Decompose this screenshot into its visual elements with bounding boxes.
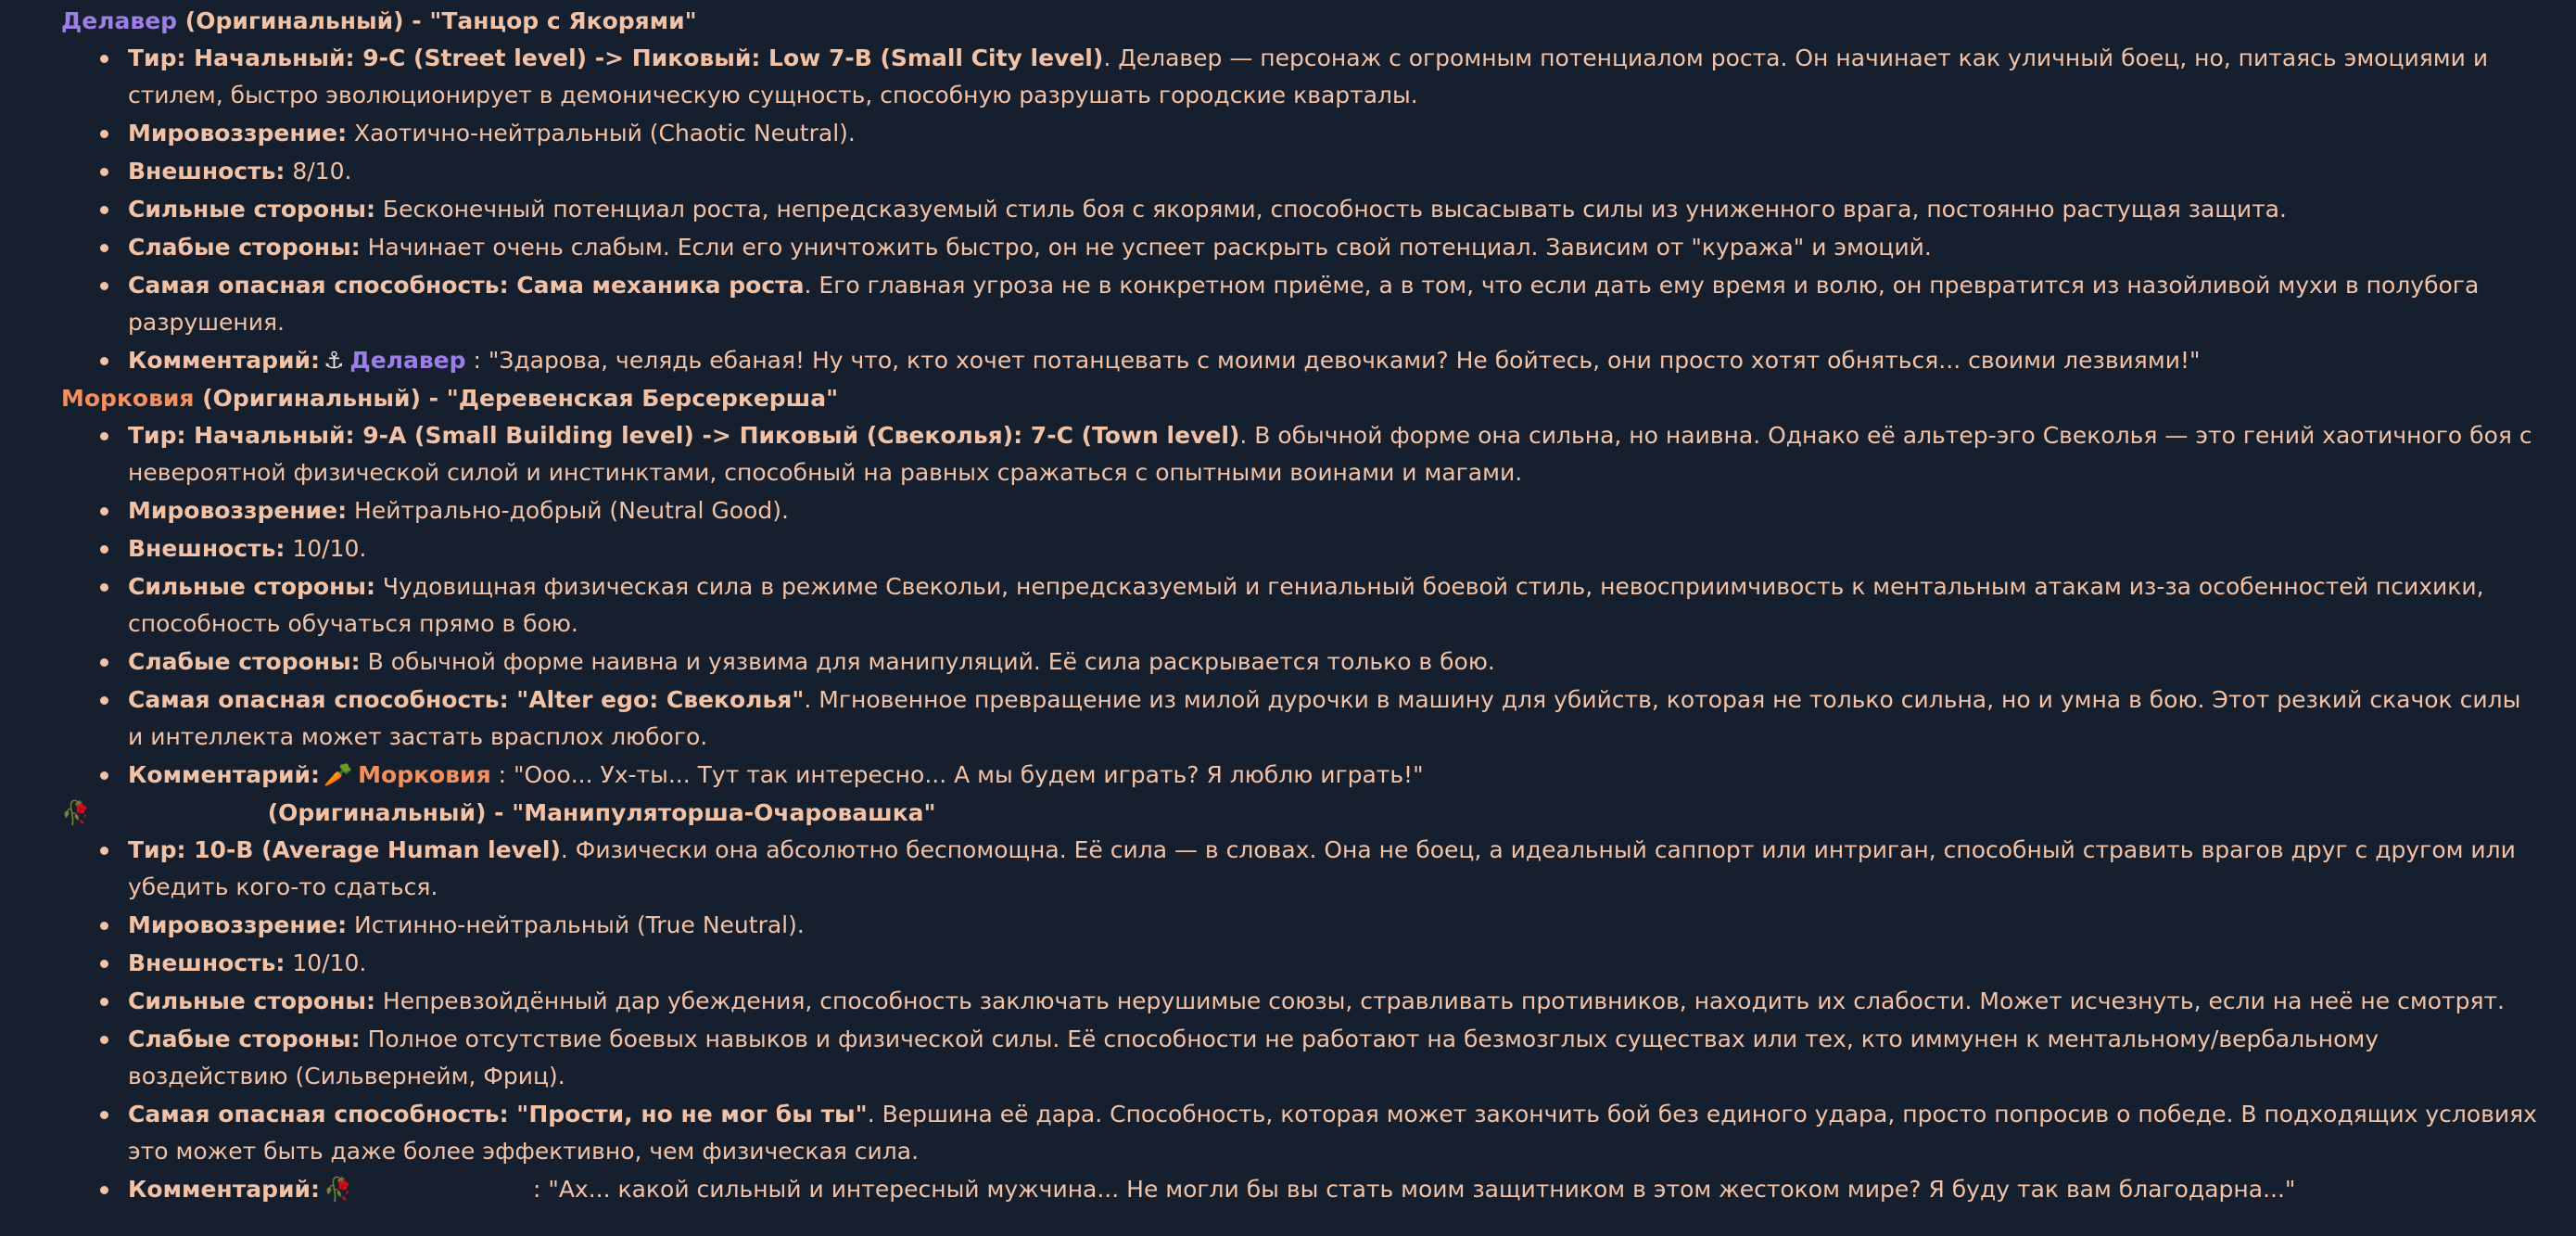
list-item: Мировоззрение: Нейтрально-добрый (Neutral Good). (128, 492, 2539, 529)
wilted-rose-icon: 🥀 (61, 799, 91, 826)
list-item: Внешность: 10/10. (128, 530, 2539, 567)
list-item: Тир: Начальный: 9-A (Small Building level) -> Пиковый (Свеколья): 7-C (Town level). В обычной форме она сильна, но наивна. Однако её альтер-эго Свеколья — это гений хаотичного боя с невероятной физической силой и инстинктами, способный на равных сражаться с опытными воинами и магами. (128, 417, 2539, 491)
comment-item: Комментарий: 🥀 Черная Роза : "Ах... какой сильный и интересный мужчина... Не могли бы вы стать моим защитником в этом жестоком мире? Я буду так вам благодарна..." (128, 1171, 2539, 1208)
list-item: Самая опасная способность: Сама механика роста. Его главная угроза не в конкретном приёме, а в том, что если дать ему время и волю, он превратится из назойливой мухи в полубога разрушения. (128, 267, 2539, 341)
list-item: Мировоззрение: Хаотично-нейтральный (Chaotic Neutral). (128, 115, 2539, 152)
character-details-list (61, 40, 2539, 379)
list-item: Внешность: 8/10. (128, 153, 2539, 190)
speaker-name: Черная Роза (358, 1176, 526, 1203)
character-subtitle: (Оригинальный) - "Танцор с Якорями" (177, 7, 697, 34)
speaker-name: Морковия (358, 761, 491, 788)
list-item: Сильные стороны: Непревзойдённый дар убеждения, способность заключать нерушимые союзы, стравливать противников, находить их слабости. Может исчезнуть, если на неё не смотрят. (128, 983, 2539, 1020)
list-item: Слабые стороны: Начинает очень слабым. Если его уничтожить быстро, он не успеет раскрыть свой потенциал. Зависим от "куража" и эмоций. (128, 229, 2539, 266)
character-name: Морковия (61, 385, 195, 412)
carrot-icon: 🥕 (324, 761, 353, 788)
list-item: Сильные стороны: Чудовищная физическая сила в режиме Свекольи, непредсказуемый и гениальный боевой стиль, невосприимчивость к ментальным атакам из-за особенностей психики, способность обучаться прямо в бою. (128, 568, 2539, 643)
list-item: Сильные стороны: Бесконечный потенциал роста, непредсказуемый стиль боя с якорями, способность высасывать силы из униженного врага, постоянно растущая защита. (128, 191, 2539, 228)
comment-item: Комментарий: 🥕 Морковия : "Ооо... Ух-ты... Тут так интересно... А мы будем играть? Я люблю играть!" (128, 757, 2539, 794)
list-item: Мировоззрение: Истинно-нейтральный (True Neutral). (128, 907, 2539, 944)
list-item: Самая опасная способность: "Alter ego: Свеколья". Мгновенное превращение из милой дурочки в машину для убийств, которая не только сильна, но и умна в бою. Этот резкий скачок силы и интеллекта может застать врасплох любого. (128, 682, 2539, 756)
speaker-name: Делавер (349, 347, 466, 374)
wilted-rose-icon: 🥀 (324, 1176, 353, 1203)
character-details-list (61, 417, 2539, 794)
list-item: Слабые стороны: Полное отсутствие боевых навыков и физической силы. Её способности не работают на безмозглых существах или тех, кто иммунен к ментальному/вербальному воздействию (Сильвернейм, Фриц). (128, 1021, 2539, 1095)
character-heading-morkovia (61, 380, 2539, 417)
comment-item: Комментарий: ⚓ Делавер : "Здарова, челядь ебаная! Ну что, кто хочет потанцевать с моими девочками? Не бойтесь, они просто хотят обняться... своими лезвиями!" (128, 342, 2539, 379)
character-details-list (61, 832, 2539, 1208)
character-name: Черная Роза (92, 799, 260, 826)
character-subtitle: (Оригинальный) - "Манипуляторша-Очаровашка" (260, 799, 936, 826)
character-name: Делавер (61, 7, 178, 34)
character-heading-black-rose (61, 795, 2539, 832)
list-item: Слабые стороны: В обычной форме наивна и уязвима для манипуляций. Её сила раскрывается только в бою. (128, 643, 2539, 681)
list-item: Тир: Начальный: 9-C (Street level) -> Пиковый: Low 7-B (Small City level). Делавер — персонаж с огромным потенциалом роста. Он начинает как уличный боец, но, питаясь эмоциями и стилем, быстро эволюционирует в демоническую сущность, способную разрушать городские кварталы. (128, 40, 2539, 114)
list-item: Внешность: 10/10. (128, 945, 2539, 982)
character-subtitle: (Оригинальный) - "Деревенская Берсеркерша" (194, 385, 839, 412)
list-item: Самая опасная способность: "Прости, но не мог бы ты". Вершина её дара. Способность, которая может закончить бой без единого удара, просто попросив о победе. В подходящих условиях это может быть даже более эффективно, чем физическая сила. (128, 1096, 2539, 1170)
character-heading-delaver (61, 0, 2539, 40)
list-item: Тир: 10-B (Average Human level). Физически она абсолютно беспомощна. Её сила — в словах. Она не боец, а идеальный саппорт или интриган, способный стравить врагов друг с другом или убедить кого-то сдаться. (128, 832, 2539, 906)
anchor-icon: ⚓ (324, 347, 345, 374)
